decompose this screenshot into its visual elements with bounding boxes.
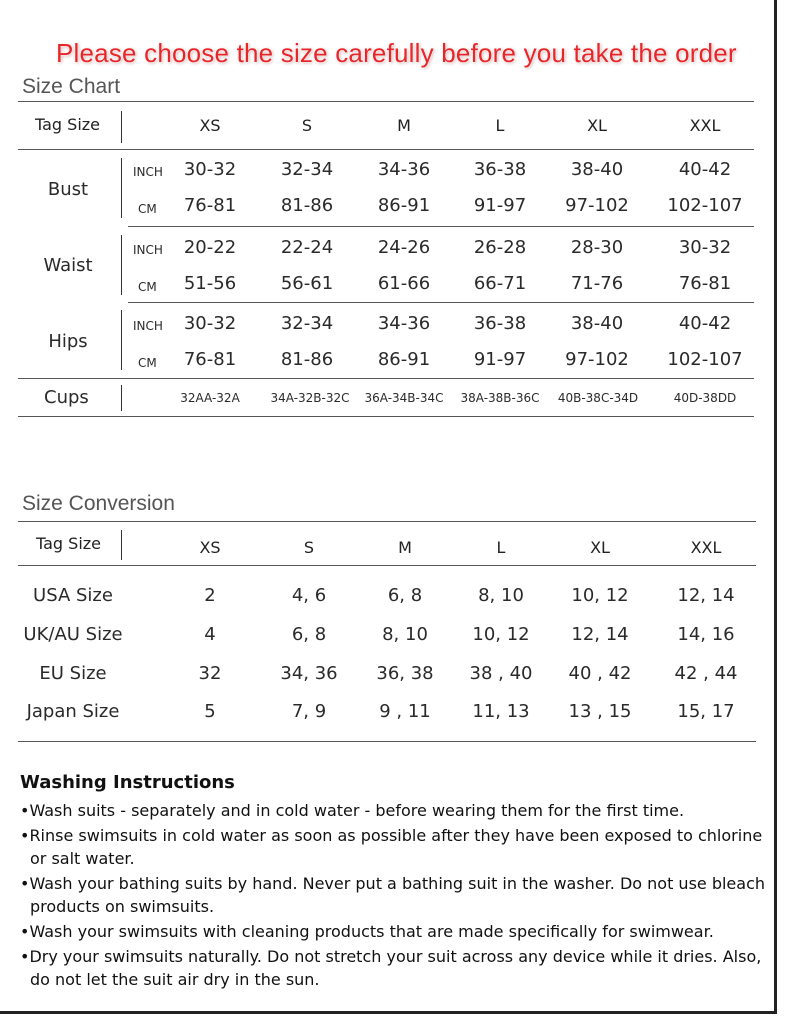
washing-item: •Dry your swimsuits naturally. Do not stretch your suit across any device while it dries. Also, do not let the suit air dry in the sun. [20, 947, 762, 989]
region-label: USA Size [33, 585, 113, 606]
tag-size-header: Tag Size [35, 115, 101, 134]
size-header: S [301, 116, 313, 135]
measurement-value: 76-81 [183, 349, 237, 370]
region-label: UK/AU Size [23, 624, 123, 645]
converted-size-value: 11, 13 [472, 701, 530, 722]
converted-size-value: 4, 6 [291, 585, 327, 606]
converted-size-value: 10, 12 [472, 624, 530, 645]
size-conversion-title: Size Conversion [22, 492, 175, 515]
converted-size-value: 10, 12 [571, 585, 629, 606]
converted-size-value: 6, 8 [291, 624, 327, 645]
measurement-value: 38-40 [570, 159, 624, 180]
measurement-value: 20-22 [183, 237, 237, 258]
divider [121, 385, 122, 411]
divider [121, 530, 122, 560]
washing-item: •Wash your bathing suits by hand. Never put a bathing suit in the washer. Do not use bleach products on swimsuits. [20, 874, 766, 916]
unit-label-inch: INCH [133, 319, 163, 333]
cup-size-value: 40D-38DD [673, 391, 737, 405]
measurement-value: 34-36 [377, 313, 431, 334]
measurement-value: 40-42 [678, 159, 732, 180]
measurement-value: 76-81 [678, 273, 732, 294]
converted-size-value: 34, 36 [280, 663, 338, 684]
measurement-value: 86-91 [377, 195, 431, 216]
conversion-tag-size-header: Tag Size [36, 534, 102, 553]
converted-size-value: 42 , 44 [674, 663, 738, 684]
measurement-value: 30-32 [678, 237, 732, 258]
region-label: Japan Size [26, 701, 120, 722]
measurement-value: 91-97 [473, 195, 527, 216]
measure-label: Hips [48, 331, 88, 352]
converted-size-value: 32 [198, 663, 222, 684]
measurement-value: 30-32 [183, 313, 237, 334]
measurement-value: 36-38 [473, 159, 527, 180]
converted-size-value: 15, 17 [677, 701, 735, 722]
converted-size-value: 12, 14 [677, 585, 735, 606]
measurement-value: 22-24 [280, 237, 334, 258]
measurement-value: 38-40 [570, 313, 624, 334]
measurement-value: 81-86 [280, 349, 334, 370]
measurement-value: 32-34 [280, 313, 334, 334]
cup-size-value: 32AA-32A [180, 391, 240, 405]
measurement-value: 40-42 [678, 313, 732, 334]
measurement-value: 71-76 [570, 273, 624, 294]
washing-instructions-title: Washing Instructions [20, 772, 235, 793]
divider [18, 565, 756, 566]
size-header: M [398, 538, 412, 557]
washing-item: •Wash your swimsuits with cleaning products that are made specifically for swimwear. [20, 922, 714, 941]
size-header: XXL [690, 538, 722, 557]
converted-size-value: 38 , 40 [469, 663, 533, 684]
measurement-value: 24-26 [377, 237, 431, 258]
measurement-value: 66-71 [473, 273, 527, 294]
size-header: L [496, 538, 506, 557]
measurement-value: 102-107 [667, 195, 743, 216]
size-header: XL [587, 116, 607, 135]
converted-size-value: 8, 10 [382, 624, 428, 645]
cups-label: Cups [44, 387, 89, 408]
divider [128, 226, 754, 227]
converted-size-value: 7, 9 [291, 701, 327, 722]
size-chart-title: Size Chart [22, 75, 121, 98]
divider [121, 235, 122, 295]
cup-size-value: 34A-32B-32C [270, 391, 350, 405]
divider [18, 521, 756, 522]
measurement-value: 81-86 [280, 195, 334, 216]
converted-size-value: 14, 16 [677, 624, 735, 645]
converted-size-value: 4 [204, 624, 216, 645]
measurement-value: 56-61 [280, 273, 334, 294]
size-header: XS [199, 538, 221, 557]
unit-label-inch: INCH [133, 165, 163, 179]
measurement-value: 26-28 [473, 237, 527, 258]
converted-size-value: 13 , 15 [568, 701, 632, 722]
converted-size-value: 40 , 42 [568, 663, 632, 684]
divider [18, 149, 754, 150]
size-header: XS [199, 116, 221, 135]
measure-label: Bust [47, 179, 89, 200]
converted-size-value: 6, 8 [387, 585, 423, 606]
region-label: EU Size [39, 663, 107, 684]
unit-label-inch: INCH [133, 243, 163, 257]
divider [128, 302, 754, 303]
order-warning-banner: Please choose the size carefully before you take the order [56, 38, 737, 68]
divider [18, 378, 754, 379]
converted-size-value: 5 [204, 701, 216, 722]
divider [18, 101, 754, 102]
measurement-value: 97-102 [565, 195, 629, 216]
unit-label-cm: CM [138, 280, 157, 294]
divider [18, 741, 756, 742]
divider [18, 416, 754, 417]
measurement-value: 51-56 [183, 273, 237, 294]
measurement-value: 97-102 [565, 349, 629, 370]
washing-item: •Rinse swimsuits in cold water as soon as possible after they have been exposed to chlorine or salt water. [20, 826, 763, 868]
measurement-value: 28-30 [570, 237, 624, 258]
measurement-value: 30-32 [183, 159, 237, 180]
unit-label-cm: CM [138, 202, 157, 216]
measure-label: Waist [43, 255, 93, 276]
measurement-value: 76-81 [183, 195, 237, 216]
washing-instructions-list [20, 799, 770, 991]
size-header: XL [590, 538, 610, 557]
size-header: XXL [689, 116, 721, 135]
converted-size-value: 12, 14 [571, 624, 629, 645]
size-header: S [303, 538, 315, 557]
measurement-value: 36-38 [473, 313, 527, 334]
unit-label-cm: CM [138, 356, 157, 370]
divider [121, 111, 122, 143]
measurement-value: 102-107 [667, 349, 743, 370]
measurement-value: 86-91 [377, 349, 431, 370]
measurement-value: 34-36 [377, 159, 431, 180]
converted-size-value: 36, 38 [376, 663, 434, 684]
measurement-value: 32-34 [280, 159, 334, 180]
size-header: M [397, 116, 411, 135]
washing-item: •Wash suits - separately and in cold water - before wearing them for the first time. [20, 801, 685, 820]
divider [121, 310, 122, 370]
converted-size-value: 9 , 11 [379, 701, 431, 722]
divider [121, 158, 122, 218]
size-header: L [495, 116, 505, 135]
cup-size-value: 36A-34B-34C [364, 391, 444, 405]
cup-size-value: 40B-38C-34D [557, 391, 639, 405]
converted-size-value: 8, 10 [478, 585, 524, 606]
converted-size-value: 2 [204, 585, 216, 606]
cup-size-value: 38A-38B-36C [460, 391, 540, 405]
measurement-value: 91-97 [473, 349, 527, 370]
measurement-value: 61-66 [377, 273, 431, 294]
